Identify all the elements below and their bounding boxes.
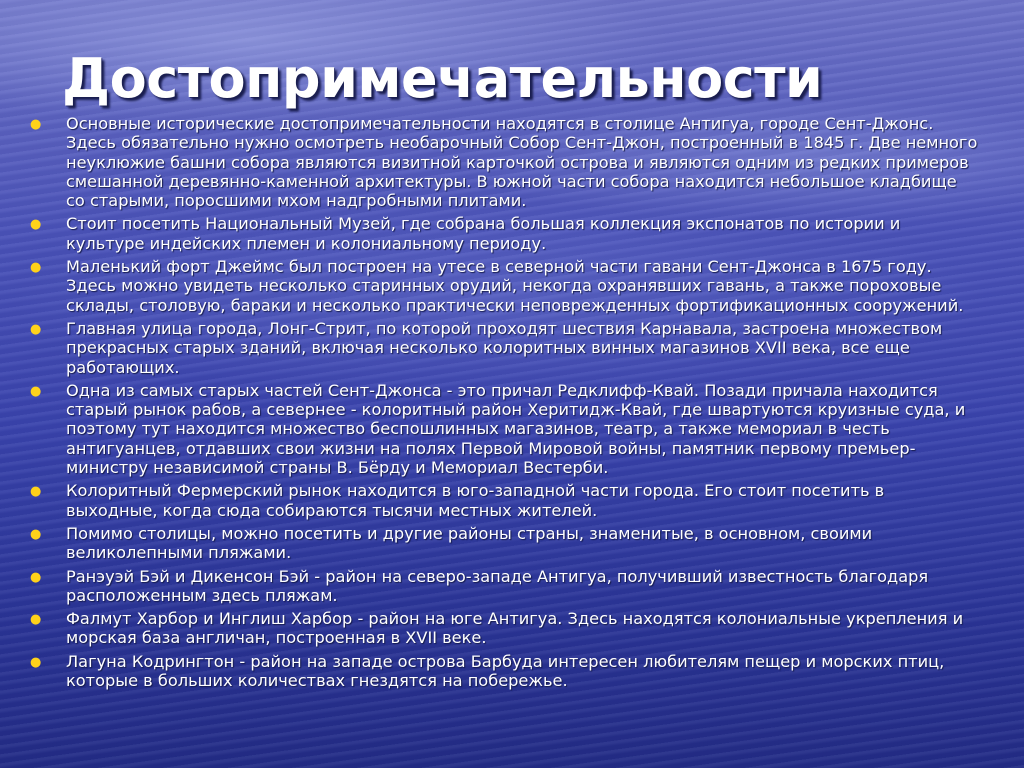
bullet-item — [28, 319, 978, 377]
bullet-dot-icon: ● — [30, 117, 42, 132]
bullet-item — [28, 567, 978, 606]
bullet-text: Помимо столицы, можно посетить и другие районы страны, знаменитые, в основном, своими великолепными пляжами. — [66, 523, 873, 563]
bullet-list — [28, 114, 978, 694]
bullet-item — [28, 652, 978, 691]
slide-title: Достопримечательности — [62, 47, 823, 110]
bullet-dot-icon: ● — [30, 526, 42, 542]
bullet-item — [28, 524, 978, 563]
bullet-dot-icon: ● — [30, 654, 42, 670]
bullet-text: Лагуна Кодрингтон - район на западе острова Барбуда интересен любителям пещер и морских птиц, которые в больших количествах гнездятся на побережье. — [66, 651, 945, 691]
bullet-item — [28, 609, 978, 648]
bullet-dot-icon: ● — [30, 260, 42, 276]
bullet-item — [28, 257, 978, 315]
bullet-text: Одна из самых старых частей Сент-Джонса - это причал Редклифф-Квай. Позади причала находится старый рынок рабов, а севернее - колоритный район Херитидж-Квай, где швартуются круизные суда, и поэтому тут находится множество беспошлинных магазинов, театр, а также мемориал в честь антигуанцев, отдавших свои жизни на полях Первой Мировой войны, памятник первому премьер-министру независимой страны В. Бёрду и Мемориал Вестерби. — [66, 380, 966, 478]
bullet-dot-icon: ● — [30, 383, 42, 399]
bullet-text: Колоритный Фермерский рынок находится в юго-западной части города. Его стоит посетить в выходные, когда сюда собираются тысячи местных жителей. — [66, 481, 885, 520]
bullet-text: Главная улица города, Лонг-Стрит, по которой проходят шествия Карнавала, застроена множеством прекрасных старых зданий, включая несколько колоритных винных магазинов XVII века, все еще работающих. — [66, 318, 943, 377]
bullet-item — [28, 481, 978, 520]
bullet-item — [28, 214, 978, 253]
bullet-dot-icon: ● — [30, 569, 42, 585]
bullet-text: Фалмут Харбор и Инглиш Харбор - район на юге Антигуа. Здесь находятся колониальные укрепления и морская база англичан, построенная в XVII веке. — [66, 609, 964, 648]
bullet-text: Маленький форт Джеймс был построен на утесе в северной части гавани Сент-Джонса в 1675 году. Здесь можно увидеть несколько старинных орудий, некогда охранявших гавань, а также пороховые склады, столовую, бараки и несколько практически неповрежденных фортификационных сооружений. — [66, 257, 964, 315]
bullet-text: Основные исторические достопримечательности находятся в столице Антигуа, городе Сент-Джонс. Здесь обязательно нужно осмотреть необарочный Собор Сент-Джон, построенный в 1845 г. Две немного неуклюжие башни собора являются визитной карточкой острова и являются одним из редких примеров смешанной деревянно-каменной архитектуры. В южной части собора находится небольшое кладбище со старыми, поросшими мхом надгробными плитами. — [66, 114, 978, 211]
bullet-dot-icon: ● — [30, 484, 42, 500]
bullet-dot-icon: ● — [30, 612, 42, 628]
bullet-text: Ранэуэй Бэй и Дикенсон Бэй - район на северо-западе Антигуа, получивший известность благодаря расположенным здесь пляжам. — [66, 566, 929, 605]
bullet-item — [28, 114, 978, 210]
bullet-item — [28, 381, 978, 477]
bullet-dot-icon: ● — [30, 217, 42, 233]
bullet-text: Стоит посетить Национальный Музей, где собрана большая коллекция экспонатов по истории и культуре индейских племен и колониальному периоду. — [66, 214, 901, 253]
bullet-dot-icon: ● — [30, 321, 42, 337]
